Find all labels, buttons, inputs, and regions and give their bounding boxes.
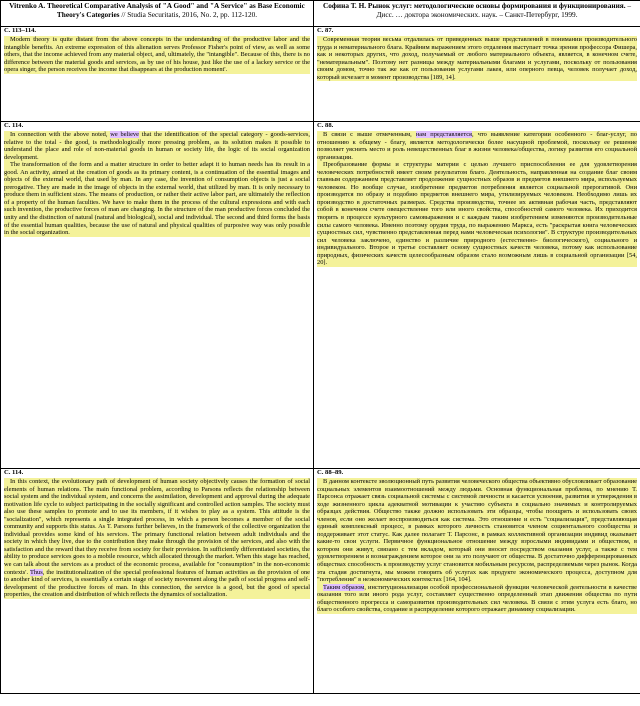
left-paragraph xyxy=(4,131,310,161)
left-source-title: Vitrenko A. Theoretical Comparative Analysis of "A Good" and "A Service" as Base Economic Theory's Categories xyxy=(9,1,305,19)
header-row xyxy=(1,1,640,27)
right-cell-3 xyxy=(314,469,640,694)
comparison-row-1 xyxy=(1,27,640,122)
highlighted-phrase: Thus xyxy=(29,568,43,576)
text-run: that the identification of the special category - goods-services, relative to the total - the good, is methodologically more pressing problem, as its solution makes it possible to understand the place and role of non-material goods in human or society life, the logic of its social organization development. xyxy=(4,131,310,161)
highlighted-phrase: we believe xyxy=(110,131,139,138)
right-cell-2 xyxy=(314,122,640,469)
right-cell-1 xyxy=(314,27,640,122)
left-paragraph: Modern theory is quite distant from the above concepts in the understanding of the productive labor and the intangible benefits. An extreme expression of this alienation serves Professor Fisher's point of view, as well as some others, that the income achieved from any material object, and, ultimately, the "intangible". Because of this, there is no difference between the material goods and services, as by use of his house, just like the use of a lackey service or the opera singer, the person receives the income that disappears at the production moment'. xyxy=(4,36,310,74)
page-ref: C. 114. xyxy=(4,122,24,129)
comparison-row-3 xyxy=(1,469,640,694)
right-source-citation: – Дисс. … доктора экономических. наук. – Санкт-Петербург, 1999. xyxy=(376,1,632,19)
page-ref: C. 87. xyxy=(317,27,334,34)
right-paragraph: В данном контексте эволюционный путь развития человеческого общества объективно обусловливает образование социальных элементов взаимоотношений между людьми. Основная функциональная проблема, по мнению Т. Парсонса отражает связь социальной системы с системой личности и касается усвоения, развития и утверждения в ходе жизненного цикла адекватной мотивации к участию субъекта в социально значимых и контролируемых образцах действия. Общество также должно использовать эти образцы, чтобы поощрять и использовать своих членов, если оно желает воспроизводиться как система. Это отношение и есть "социализация", представляющая единый комплексный процесс, в рамках которого личность становится членом социентального сообщества и поддерживает этот статус. Как далее полагает Т. Парсонс, в рамках коллективной организации индивид оказывает какие-то свои услуги. Первичное функциональное отношение между взрослыми индивидами и обществом, в котором они живут, связано с тем вкладом, который они вносят посредством оказания услуг, а также с тем удовлетворением и вознаграждением которое они за это получают от общества. В достаточно дифференцированных обществах способность к производству услуг становится мобильным ресурсом, распределяемым через рынок. Когда эта стадия достигнута, мы можем говорить об услугах как продукте экономического процесса, доступном для "потребления" в неэкономических контекстах [164, 104]. xyxy=(317,478,637,584)
page-ref: C. 88. xyxy=(317,122,334,129)
text-run: , что выявление категории особенного - благ-услуг, по отношению к общему - благу, является методологически более насущной проблемой, поскольку ее решение позволяет уяснить место и роль невещественных благ в жизни человека/общества, логику развития его социальной организации. xyxy=(317,131,637,161)
left-paragraph xyxy=(4,478,310,599)
right-paragraph: Преобразование формы и структуры материи с целью лучшего приспособления ее для удовлетворения человеческих потребностей имеет своим результатом благо. Деятельность, направленная на создание благ своим главным содержанием представляет продолжение сущностных образов и предметов внешнего мира, используемых человеком. Но вообще случае, изобретение предметов потребления является социальной прерогативой. Они производятся по образу и подобию предметов внешнего мира, утилизируемых человеком. Необходимо лишь их производство в достаточных размерах. Средства производства, точнее их активная рабочая часть, представляют собой в конечном счете овеществление того или иного свойства, способностей самого человека. Их приходится творить в процессе культурного самовыражения и с каждым таким изобретением изменяются производительные силы самого человека. Именно поэтому орудия труда, по выражению Маркса, есть "раскрытая книга человеческих сущностных сил, чувственно представленная перед нами человеческая психология". В структуре производительных сил человека заключено, единство и различие природного (естественно- биологического), социального и индивидуального. Второе и третье составляет основу сущностных качеств человека, потому как использование природных, физических качеств целесообразным образом стало возможным лишь в социальной организации [54, 20]. xyxy=(317,161,637,267)
page-ref: C. 113–114. xyxy=(4,27,37,34)
comparison-row-2 xyxy=(1,122,640,469)
left-header-cell xyxy=(1,1,314,27)
left-cell-1 xyxy=(1,27,314,122)
page-ref: C. 88–89. xyxy=(317,469,344,476)
highlighted-phrase: нам представляется xyxy=(415,131,472,138)
text-run: In this context, the evolutionary path of development of human society objectively causes the formation of social elements of human relations. The main functional problem, according to Parsons reflects the relationship between social system and the individual system, and concerns the assimilation, development and approval during the adequate motivation life cycle to subject participating in the socially significant and controlled action samples. The society must also use these samples to promote and to use its members, if it wishes to play as a system. This attitude is the "socialization", which represents a single integrated process, in which a person becomes a member of the social community and supports this status. As T. Parsons further believes, in the framework of the collective organization the individual provides some kind of his services. The primary functional relation between adult individuals and the society in which they live, due to the contribution they make through the provision of the services, and also with the satisfaction and the reward that they receive from society for their provision. In sufficiently differentiated societies, the ability to produce services goes to a mobile resource, which allocated through the market. When this stage has reached, we can talk about the services as a product of the economic process, available for "consumption" in the non-economic contexts'. xyxy=(4,478,310,576)
text-run: В связи с выше отмеченным, xyxy=(323,131,416,138)
text-run: In connection with the above noted, xyxy=(10,131,111,138)
left-source-citation: // Studia Securitatis, 2016, No. 2, pp. 112-120. xyxy=(119,9,258,19)
left-paragraph: The transformation of the form and a matter structure in order to better adapt it to human needs has its result in a good. An activity, aimed at the creation of goods as its primary content, is a continuation of the essential images and objects of the external world, that used by man. In any case, the invention of consumption objects is just a social prerogative. They are made in the image of objects in the external world, that utilized by man. It is only necessary to produce them in sufficient sizes. The means of production, or rather their active labor part, are ultimately the reflection of a property of the human faculties. We have to make them in the process of the cultural expressions and with each such invention, the productive forces of man are changing. In the structure of the man productive forces concluded the unity and the distinction of natural (natural and biological), social and individual. The second and third forms the basis of the essential human qualities, because the use of natural and physical qualities of purposive way was only possible in the social organization. xyxy=(4,161,310,237)
right-paragraph xyxy=(317,584,637,614)
text-run: , the institutionalization of the special professional features of human activities as the provision of one to another kind of services, is essentially a certain stage of society movement along the path of social progress and self-development of the productive forces of man. In this connection, the service is a good, but the good of special properties, the creation and distribution of which reflects the dynamics of socialization. xyxy=(4,568,310,599)
right-paragraph: Современная теория весьма отдалилась от приведенных выше представлений в понимании производительного труда и нематериального блага. Крайним выражением этого отдаления выступает точка зрения профессора Фишера, как и некоторых других, что доход, получаемый от любого материального объекта, является, в конечном счете, "нематериальным". Поэтому нет разницы между материальными благами и услугами, поскольку от пользования своим домом, точно так же как от пользования услугами лакея, или оперного певца, человек получает доход, который исчезает в момент производства [189, 14]. xyxy=(317,36,637,81)
right-source-title: Софина Т. Н. Рынок услуг: методологические основы формирования и функционирования. xyxy=(322,1,626,10)
page-ref: C. 114. xyxy=(4,469,24,476)
highlighted-phrase: Таким образом xyxy=(323,583,365,591)
text-run: , институционализация особой профессиональной функции человеческой деятельности в качестве оказания того или иного рода услуг, составляет существенно определенный этап движения общества по пути общественного прогресса и саморазвития производительных сил человека. В связи с этим услуга есть благо, но благо особого свойства, создание и распределение которого отражает динамику социализации. xyxy=(317,583,637,614)
left-cell-3 xyxy=(1,469,314,694)
right-header-cell xyxy=(314,1,640,27)
right-paragraph xyxy=(317,131,637,161)
left-cell-2 xyxy=(1,122,314,469)
